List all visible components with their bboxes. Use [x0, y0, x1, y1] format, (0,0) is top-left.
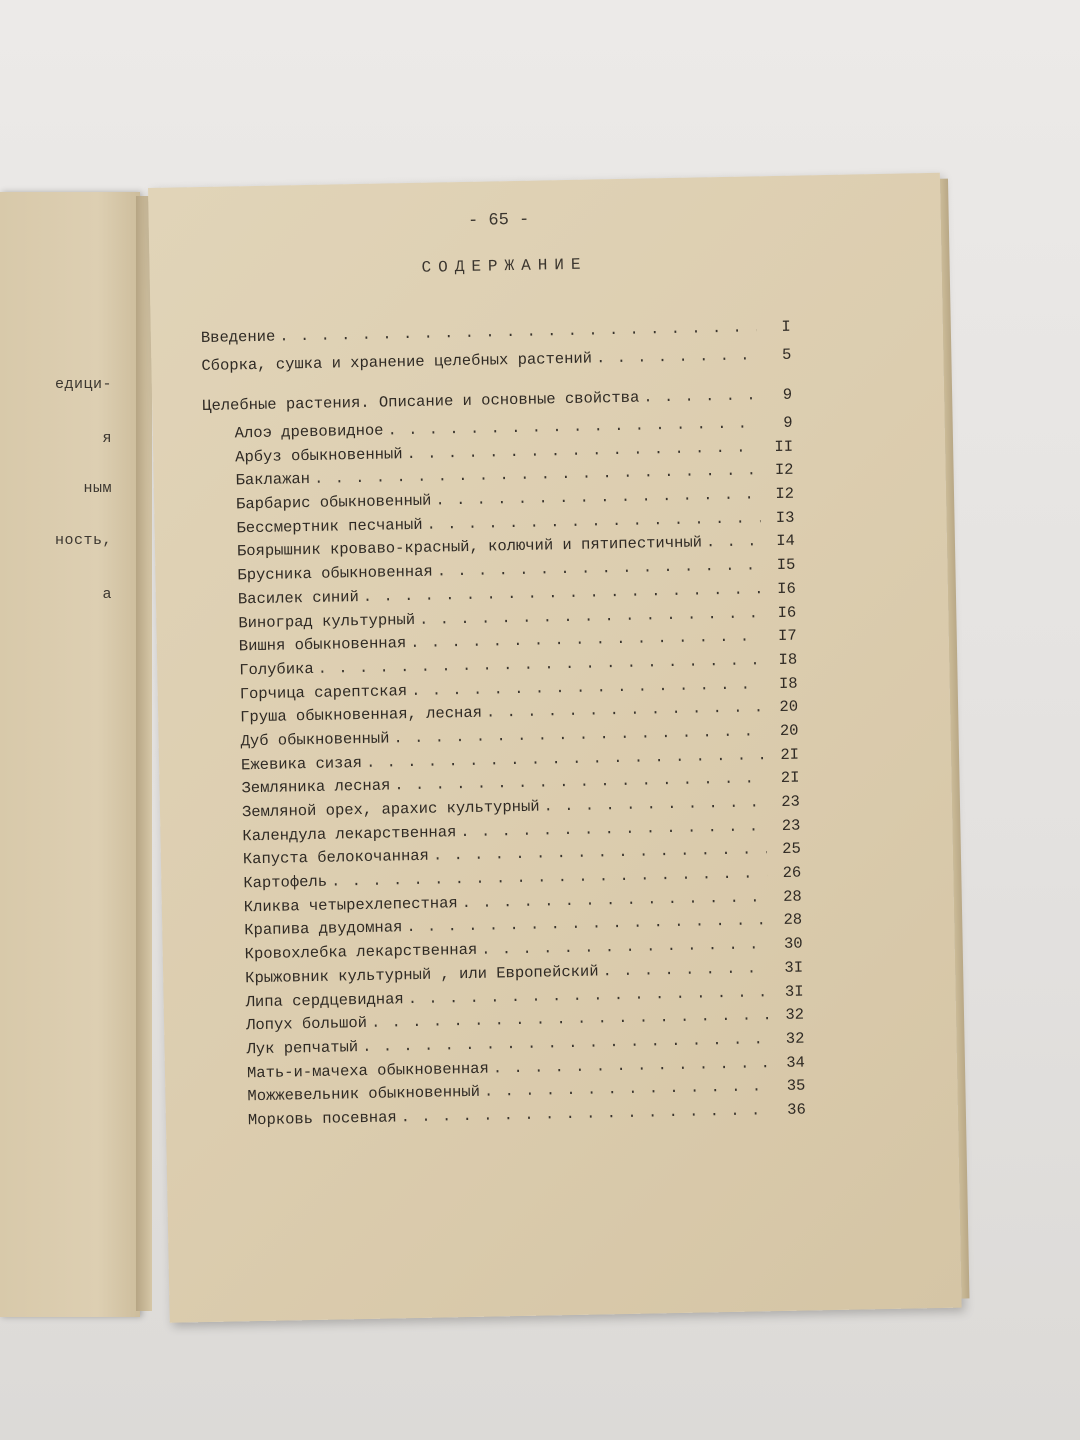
left-page	[0, 192, 140, 1317]
toc-entry-page: 30	[783, 934, 803, 954]
toc-entry-page: 3I	[784, 958, 804, 977]
toc-entry-title: Земляника лесная	[241, 776, 391, 798]
page-number: - 65 -	[467, 210, 530, 231]
book-spine	[136, 196, 152, 1311]
toc-entry-page: I5	[776, 555, 796, 575]
toc-entry-page: I4	[776, 532, 796, 551]
toc-entry-page: 26	[782, 863, 802, 883]
toc-entry-title: Введение	[200, 327, 276, 348]
toc-entry-title: Можжевельник обыкновенный	[247, 1083, 481, 1106]
toc-entry-title: Крапива двудомная	[244, 918, 403, 940]
toc-entry-title: Капуста белокочанная	[242, 847, 430, 869]
toc-entry-title: Календула лекарственная	[242, 822, 457, 845]
toc-entry-page: II	[774, 437, 794, 456]
toc-entry-title: Мать-и-мачеха обыкновенная	[246, 1059, 489, 1082]
toc-entry-title: Алоэ древовидное	[234, 421, 384, 443]
toc-entry-title: Ежевика сизая	[240, 753, 363, 774]
toc-leader-dots	[596, 346, 758, 367]
toc-entry-page: 3I	[784, 982, 804, 1001]
toc-entry-title: Баклажан	[235, 470, 311, 490]
toc-entry-page: 28	[782, 887, 802, 906]
left-page-fragment: а	[102, 586, 112, 603]
toc-entry-title: Кровохлебка лекарственная	[244, 940, 478, 964]
toc-leader-dots	[543, 793, 766, 815]
toc-entry-title: Кликва четырехлепестная	[243, 893, 458, 917]
toc-entry-title: Бессмертник песчаный	[236, 515, 423, 538]
toc-entry-title: Сборка, сушка и хранение целебных растений	[201, 349, 593, 376]
toc-entry-page: I	[781, 317, 791, 336]
toc-entry-page: I2	[774, 461, 794, 480]
left-page-fragment: ность,	[54, 532, 112, 549]
left-page-fragment: едици-	[54, 376, 112, 393]
toc-entry-page: 25	[782, 839, 801, 859]
toc-entry-page: 35	[786, 1076, 806, 1096]
toc-leader-dots	[602, 959, 769, 980]
toc-leader-dots	[706, 533, 761, 552]
table-of-contents	[201, 318, 806, 1136]
toc-entry-title: Лопух большой	[245, 1014, 368, 1035]
toc-entry-page: I6	[777, 579, 796, 598]
page-title: СОДЕРЖАНИЕ	[421, 255, 588, 277]
toc-entry-title: Вишня обыкновенная	[238, 634, 407, 656]
toc-entry-title: Боярышник кроваво-красный, колючий и пятипестичный	[236, 533, 703, 561]
toc-entry-page: I6	[777, 603, 797, 622]
toc-entry-page: I8	[778, 674, 798, 693]
toc-leader-dots	[643, 386, 758, 406]
toc-entry-title: Арбуз обыкновенный	[235, 444, 403, 467]
toc-entry-page: 32	[785, 1005, 805, 1025]
toc-entry-page: I7	[777, 626, 797, 646]
toc-entry-title: Груша обыкновенная, лесная	[240, 703, 483, 727]
left-page-fragment: ным	[83, 480, 112, 497]
toc-entry-title: Брусника обыкновенная	[237, 562, 433, 585]
toc-entry-title: Картофель	[243, 872, 328, 893]
toc-entry-title: Горчица сарептская	[239, 681, 408, 703]
toc-entry-page: 34	[786, 1053, 806, 1072]
left-page-fragment: я	[102, 430, 112, 447]
toc-entry-title: Дуб обыкновенный	[240, 729, 390, 751]
toc-entry-title: Барбарис обыкновенный	[235, 491, 432, 514]
toc-entry-title: Земляной орех, арахис культурный	[241, 797, 540, 822]
toc-entry-title: Целебные растения. Описание и основные свойства	[202, 388, 640, 415]
toc-entry-title: Морковь посевная	[247, 1108, 397, 1130]
toc-entry-page: 5	[781, 345, 792, 364]
toc-entry-page: 2I	[780, 745, 800, 764]
toc-entry-page: 32	[785, 1029, 805, 1048]
toc-entry-page: I8	[778, 650, 798, 669]
toc-entry-title: Виноград культурный	[238, 610, 416, 632]
toc-entry-title: Голубика	[239, 659, 314, 680]
toc-entry-page: 36	[787, 1100, 806, 1119]
toc-entry-title: Крыжовник культурный , или Европейский	[245, 962, 599, 988]
toc-entry-page: 20	[779, 721, 799, 740]
toc-entry-title: Липа сердцевидная	[245, 989, 404, 1011]
toc-entry-page: 23	[781, 816, 801, 835]
toc-entry-page: 28	[783, 911, 803, 930]
toc-entry-page: I2	[775, 484, 795, 504]
toc-leader-dots	[279, 318, 757, 345]
toc-entry-page: 2I	[780, 768, 800, 788]
toc-entry-page: 9	[783, 413, 793, 432]
right-page	[148, 173, 962, 1323]
toc-entry-page: 9	[782, 385, 793, 404]
toc-entry-title: Василек синий	[237, 587, 359, 609]
toc-entry-page: 23	[781, 792, 801, 811]
toc-entry-title: Лук репчатый	[246, 1038, 359, 1059]
toc-entry-page: I3	[775, 508, 795, 527]
toc-entry-page: 20	[779, 697, 799, 717]
